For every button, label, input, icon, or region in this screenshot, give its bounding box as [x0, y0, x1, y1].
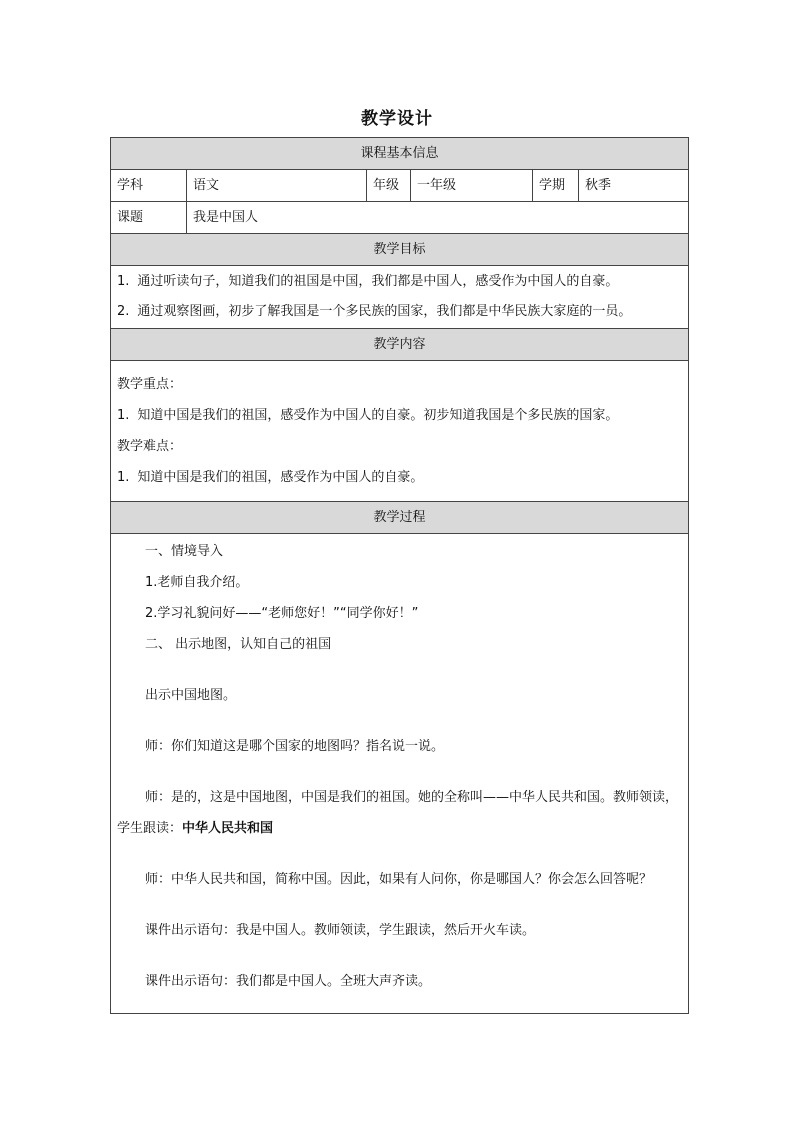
- process-step: 2.学习礼貌问好——“老师您好！”“同学你好！”: [145, 606, 419, 621]
- difficulty-item: [117, 462, 682, 493]
- process-section-heading: 一、情境导入: [145, 544, 224, 559]
- process-paragraph: 出示中国地图。: [145, 688, 237, 703]
- difficulty-label: 教学难点：: [117, 439, 183, 454]
- difficulty-number: 1.: [117, 470, 130, 485]
- basic-info-header: 课程基本信息: [111, 138, 689, 170]
- process-emphasis-text: 中华人民共和国: [182, 821, 274, 836]
- subject-value: 语文: [187, 170, 367, 202]
- key-point-number: 1.: [117, 408, 130, 423]
- process-paragraph-text: 师：是的，这是中国地图，中国是我们的祖国。她的全称叫——中华人民共和国。教师领读，学生跟读：: [117, 790, 679, 836]
- process-header: 教学过程: [111, 502, 689, 534]
- key-points-label: 教学重点：: [117, 377, 183, 392]
- process-step: 1.老师自我介绍。: [145, 575, 249, 590]
- objectives-header: 教学目标: [111, 234, 689, 266]
- objective-item: [117, 297, 682, 327]
- process-paragraph: 师：你们知道这是哪个国家的地图吗？指名说一说。: [145, 739, 445, 754]
- objective-text: 通过观察图画，初步了解我国是一个多民族的国家，我们都是中华民族大家庭的一员。: [137, 304, 632, 319]
- key-point-item: [117, 400, 682, 431]
- process-paragraph: [117, 782, 682, 844]
- key-point-text: 知道中国是我们的祖国，感受作为中国人的自豪。初步知道我国是个多民族的国家。: [137, 408, 619, 423]
- process-paragraph: 课件出示语句：我是中国人。教师领读，学生跟读，然后开火车读。: [145, 923, 536, 938]
- topic-value: 我是中国人: [187, 202, 689, 234]
- objectives-cell: [111, 266, 689, 329]
- process-cell: [111, 534, 689, 1014]
- process-section-heading: 二、 出示地图，认知自己的祖国: [145, 637, 332, 652]
- topic-label: 课题: [111, 202, 187, 234]
- grade-value: 一年级: [411, 170, 533, 202]
- content-cell: [111, 361, 689, 502]
- lesson-plan-table: [110, 137, 689, 1014]
- term-value: 秋季: [579, 170, 689, 202]
- process-paragraph: 课件出示语句：我们都是中国人。全班大声齐读。: [145, 974, 432, 989]
- term-label: 学期: [533, 170, 579, 202]
- difficulty-text: 知道中国是我们的祖国，感受作为中国人的自豪。: [137, 470, 424, 485]
- process-paragraph: 师：中华人民共和国，简称中国。因此，如果有人问你，你是哪国人？你会怎么回答呢？: [145, 872, 653, 887]
- content-header: 教学内容: [111, 329, 689, 361]
- page-title: 教学设计: [361, 109, 433, 129]
- objective-number: 1.: [117, 274, 130, 289]
- grade-label: 年级: [367, 170, 411, 202]
- objective-item: [117, 267, 682, 297]
- objective-number: 2.: [117, 304, 130, 319]
- objective-text: 通过听读句子，知道我们的祖国是中国，我们都是中国人，感受作为中国人的自豪。: [137, 274, 619, 289]
- subject-label: 学科: [111, 170, 187, 202]
